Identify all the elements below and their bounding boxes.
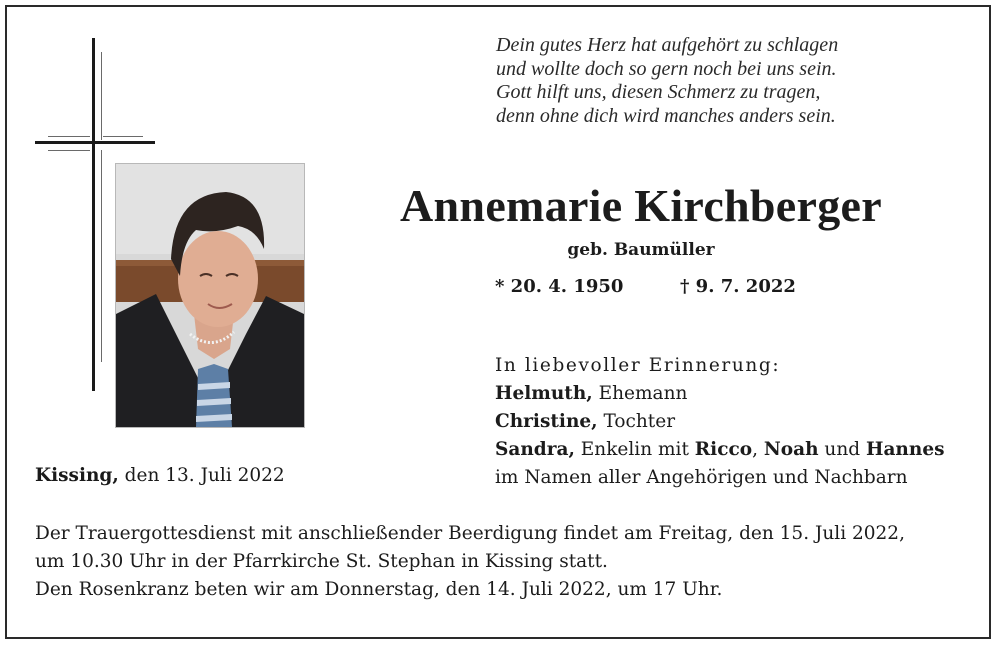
poem-line: und wollte doch so gern noch bei uns sein.: [496, 57, 837, 80]
portrait-photo: [115, 163, 305, 428]
poem-line: Dein gutes Herz hat aufgehört zu schlagen: [496, 34, 839, 56]
place-date: Kissing, den 13. Juli 2022: [35, 465, 285, 486]
mourner-line: Helmuth, Ehemann: [495, 383, 688, 404]
mourner-line: im Namen aller Angehörigen und Nachbarn: [495, 467, 908, 488]
poem-line: denn ohne dich wird manches anders sein.: [496, 104, 836, 127]
poem: [496, 34, 838, 128]
mourners-block: [495, 352, 945, 492]
birth-date: * 20. 4. 1950: [495, 276, 624, 297]
death-date: † 9. 7. 2022: [680, 276, 796, 297]
mourner-line: Sandra, Enkelin mit Ricco, Noah und Hannes: [495, 439, 945, 460]
service-line: Der Trauergottesdienst mit anschließender Beerdigung findet am Freitag, den 15. Juli 2022,: [35, 523, 905, 544]
maiden-name: geb. Baumüller: [567, 240, 715, 260]
mourner-line: Christine, Tochter: [495, 411, 676, 432]
service-line: um 10.30 Uhr in der Pfarrkirche St. Stephan in Kissing statt.: [35, 551, 608, 572]
service-info: [35, 520, 905, 604]
deceased-name: Annemarie Kirchberger: [400, 180, 882, 231]
poem-line: Gott hilft uns, diesen Schmerz zu tragen,: [496, 81, 821, 103]
mourners-intro: In liebevoller Erinnerung:: [495, 355, 781, 376]
service-line: Den Rosenkranz beten wir am Donnerstag, den 14. Juli 2022, um 17 Uhr.: [35, 579, 723, 600]
